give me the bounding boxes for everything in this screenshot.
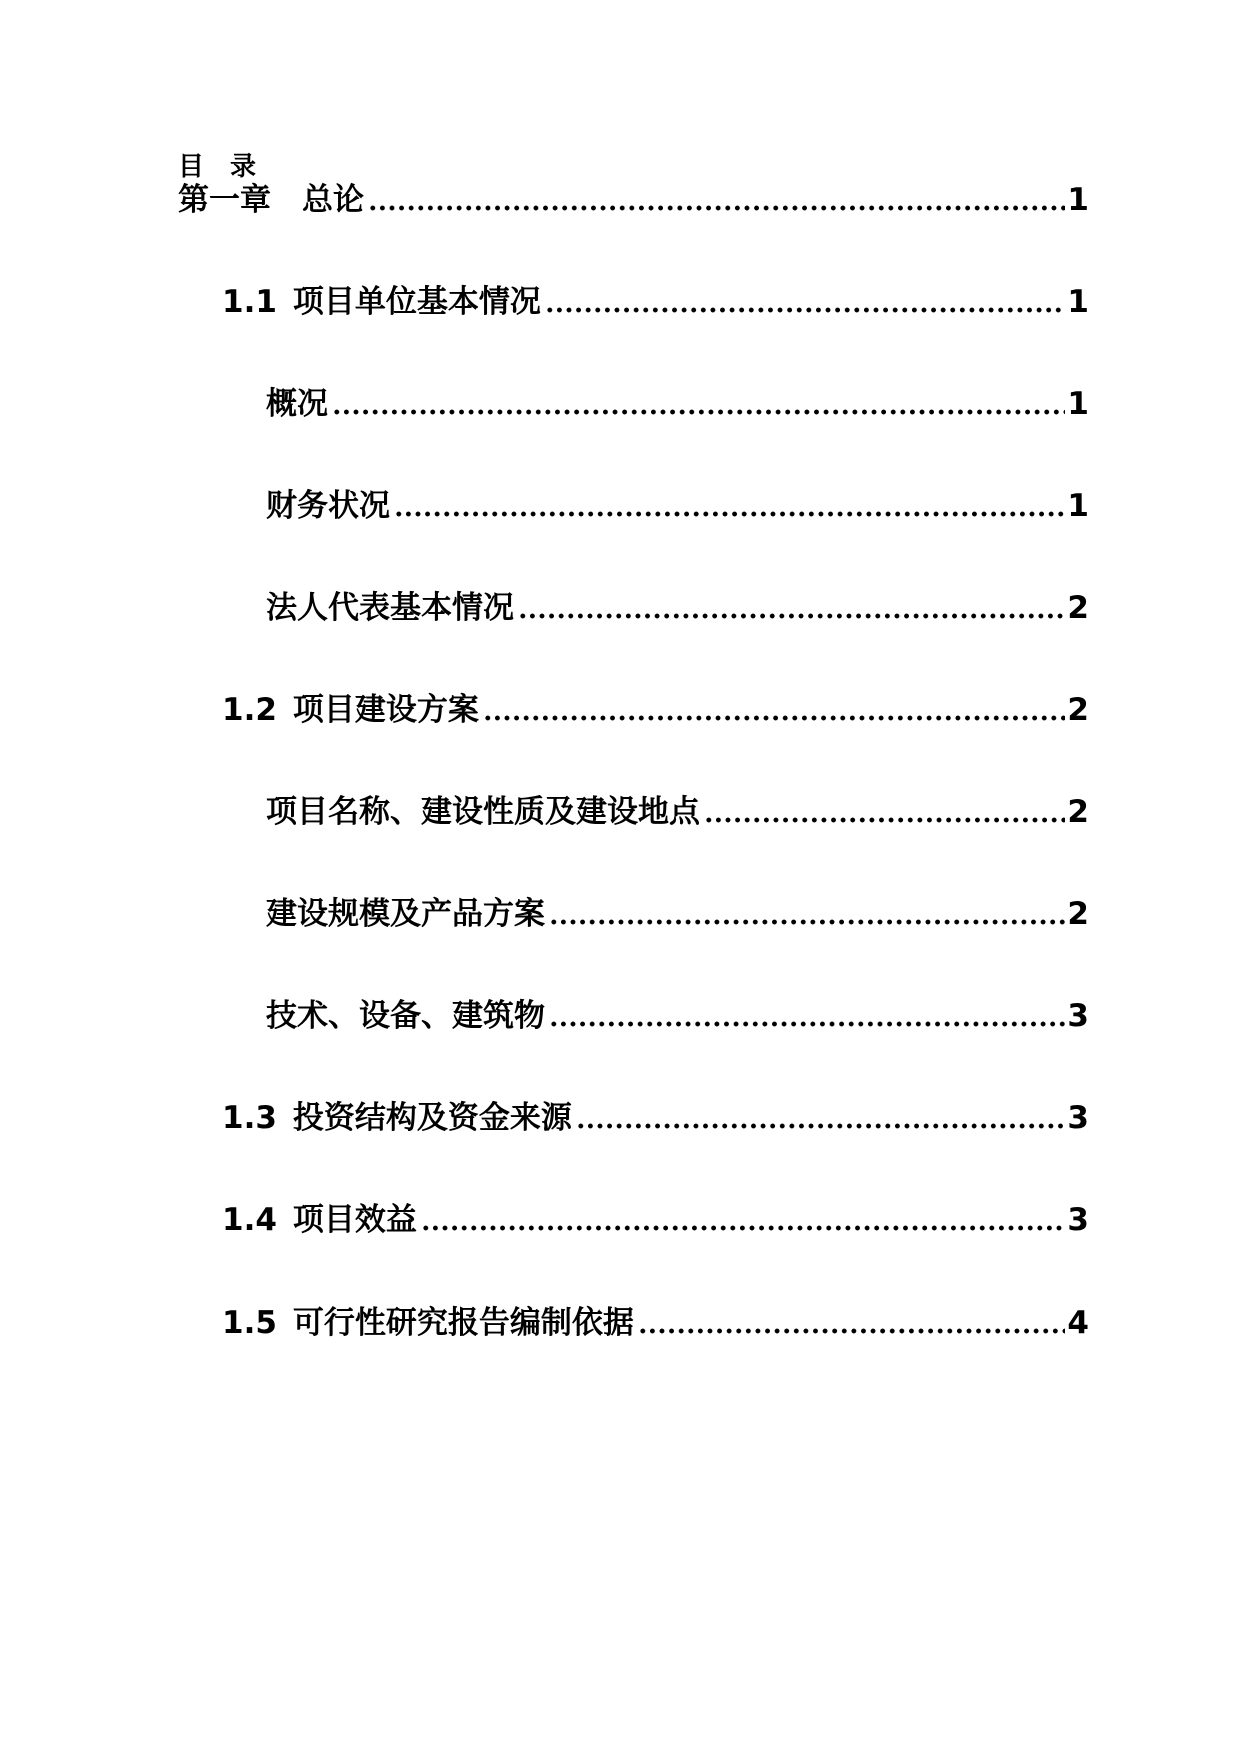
- toc-dot-leader: [545, 307, 1066, 313]
- toc-dot-leader: [704, 817, 1065, 823]
- toc-entry-title: 项目单位基本情况: [292, 284, 541, 320]
- toc-entry-1-5[interactable]: [222, 1303, 1089, 1343]
- toc-entry-page: 3: [1067, 998, 1089, 1034]
- toc-entry-page: 1: [1067, 182, 1089, 218]
- toc-entry-page: 1: [1067, 488, 1089, 524]
- toc-entry-number: 1.4: [222, 1202, 277, 1238]
- toc-entry-title: 项目名称、建设性质及建设地点: [266, 794, 700, 830]
- toc-entry-1-2[interactable]: [222, 690, 1089, 730]
- toc-entry-page: 1: [1067, 284, 1089, 320]
- toc-entry-technology-equipment[interactable]: [266, 996, 1089, 1036]
- toc-entry-legal-representative[interactable]: [266, 588, 1089, 628]
- toc-entry-number: 1.3: [222, 1100, 277, 1136]
- toc-dot-leader: [549, 1021, 1065, 1027]
- toc-entry-number: 1.2: [222, 692, 277, 728]
- toc-dot-leader: [549, 919, 1065, 925]
- toc-entry-page: 2: [1067, 590, 1089, 626]
- toc-entry-page: 4: [1067, 1305, 1089, 1341]
- toc-entry-title: 可行性研究报告编制依据: [292, 1305, 634, 1341]
- toc-entry-title: 项目建设方案: [292, 692, 479, 728]
- toc-entry-number: 1.1: [222, 284, 277, 320]
- toc-dot-leader: [368, 205, 1065, 211]
- toc-entry-title: 投资结构及资金来源: [292, 1100, 572, 1136]
- toc-dot-leader: [332, 409, 1065, 415]
- toc-entry-chapter-1[interactable]: [178, 180, 1089, 220]
- toc-entry-page: 1: [1067, 386, 1089, 422]
- toc-entry-page: 2: [1067, 896, 1089, 932]
- toc-entry-title: 概况: [266, 386, 328, 422]
- toc-entry-page: 2: [1067, 692, 1089, 728]
- toc-dot-leader: [483, 715, 1066, 721]
- toc-entry-title: 项目效益: [292, 1202, 417, 1238]
- toc-entry-title: 财务状况: [266, 488, 390, 524]
- toc-dot-leader: [638, 1328, 1066, 1334]
- toc-heading: 目 录: [178, 152, 257, 182]
- toc-dot-leader: [421, 1225, 1066, 1231]
- toc-entry-1-4[interactable]: [222, 1200, 1089, 1240]
- toc-entry-overview[interactable]: [266, 384, 1089, 424]
- toc-entry-title: 技术、设备、建筑物: [266, 998, 545, 1034]
- toc-entry-number: 1.5: [222, 1305, 277, 1341]
- toc-entry-page: 3: [1067, 1100, 1089, 1136]
- toc-dot-leader: [518, 613, 1065, 619]
- toc-entry-1-1[interactable]: [222, 282, 1089, 322]
- toc-entry-page: 3: [1067, 1202, 1089, 1238]
- toc-entry-title: 法人代表基本情况: [266, 590, 514, 626]
- toc-dot-leader: [394, 511, 1065, 517]
- toc-entry-project-name-location[interactable]: [266, 792, 1089, 832]
- toc-dot-leader: [576, 1123, 1066, 1129]
- toc-entry-1-3[interactable]: [222, 1098, 1089, 1138]
- toc-entry-scale-product-plan[interactable]: [266, 894, 1089, 934]
- toc-entry-title: 第一章 总论: [178, 182, 364, 218]
- toc-entry-page: 2: [1067, 794, 1089, 830]
- toc-entry-financial-status[interactable]: [266, 486, 1089, 526]
- toc-entry-title: 建设规模及产品方案: [266, 896, 545, 932]
